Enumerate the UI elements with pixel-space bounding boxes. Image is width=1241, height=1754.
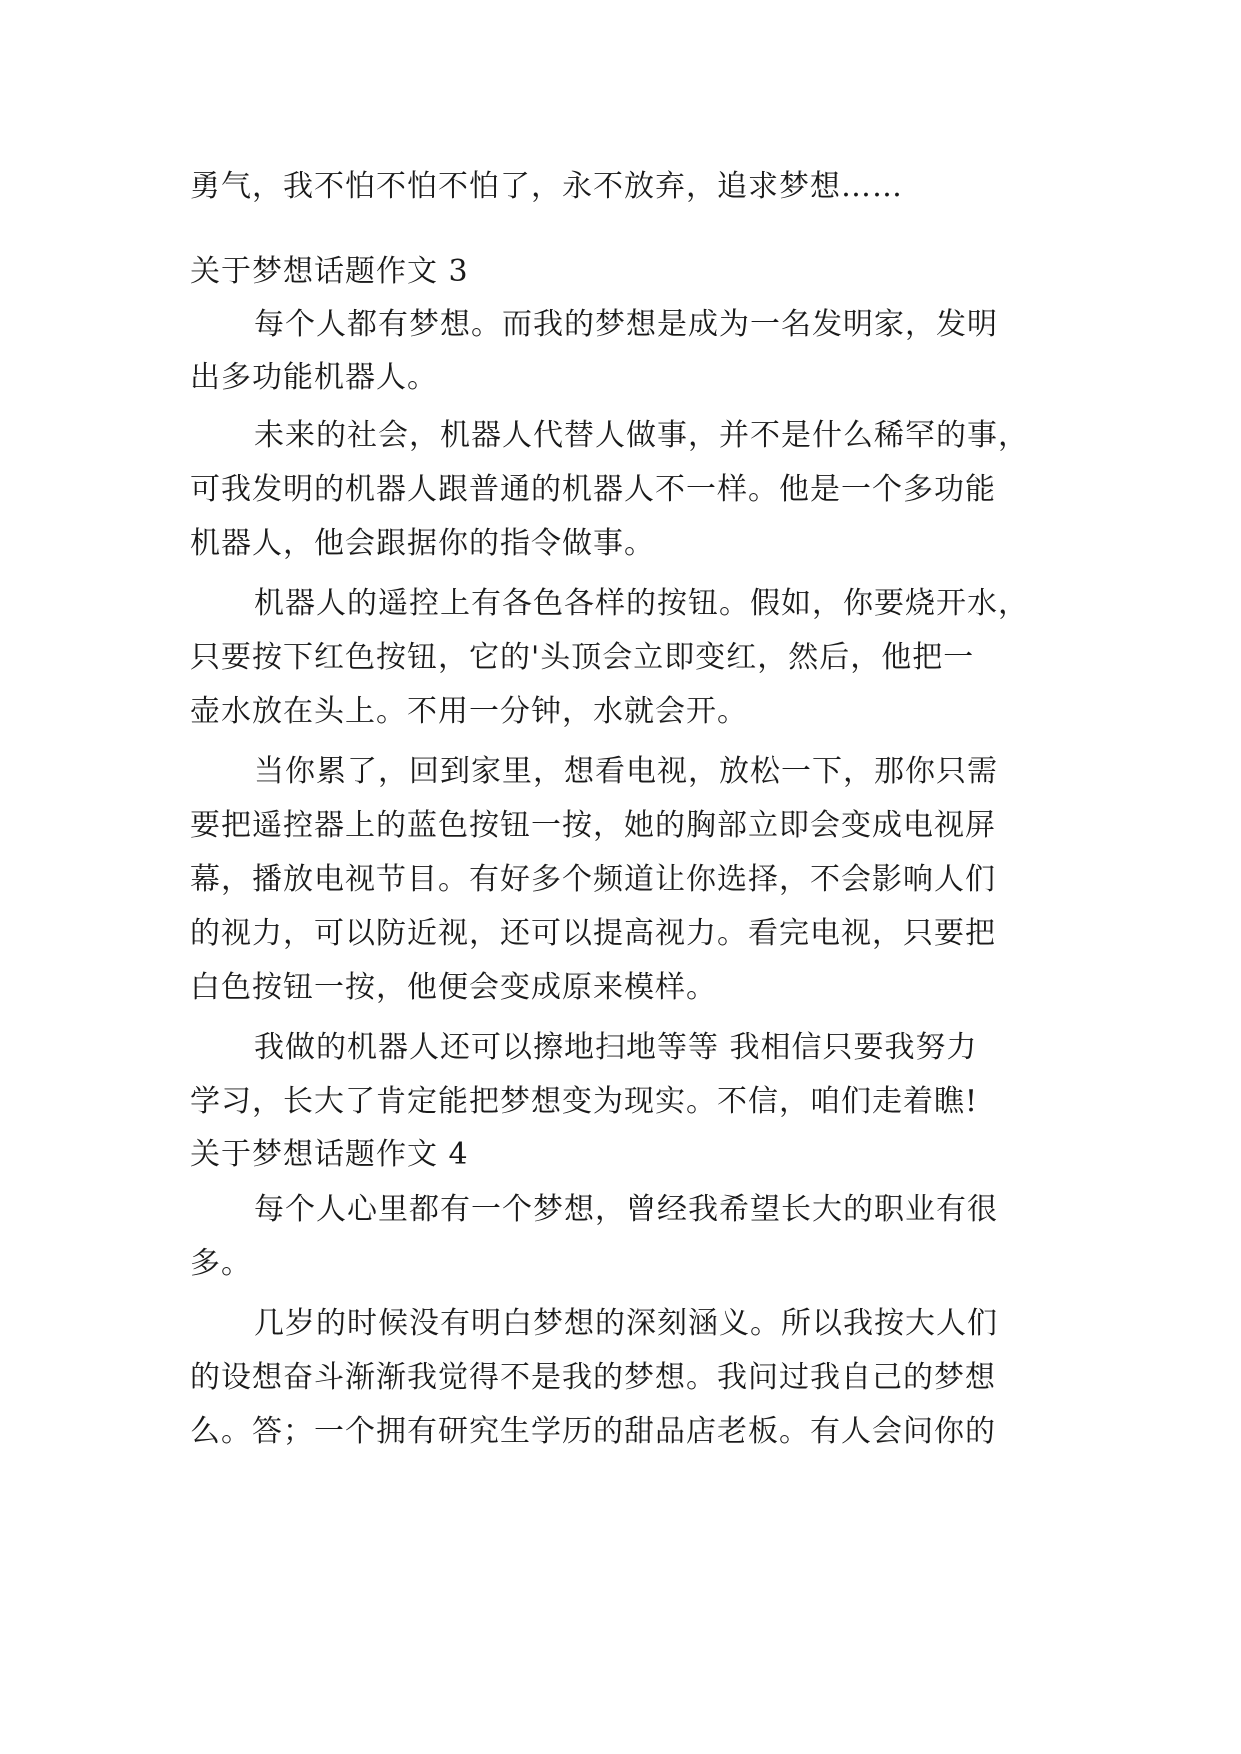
- paragraph-line: 的视力，可以防近视，还可以提高视力。看完电视，只要把: [190, 916, 996, 951]
- paragraph-line: 白色按钮一按，他便会变成原来模样。: [190, 970, 717, 1005]
- paragraph-line: 勇气，我不怕不怕不怕了，永不放弃，追求梦想……: [190, 169, 903, 204]
- paragraph-line: 幕，播放电视节目。有好多个频道让你选择，不会影响人们: [190, 862, 996, 897]
- paragraph-line: 未来的社会，机器人代替人做事，并不是什么稀罕的事，: [254, 418, 1029, 453]
- paragraph-line: 出多功能机器人。: [190, 360, 438, 395]
- paragraph-line: 我做的机器人还可以擦地扫地等等 我相信只要我努力: [254, 1030, 978, 1065]
- paragraph-line: 每个人都有梦想。而我的梦想是成为一名发明家，发明: [254, 307, 998, 342]
- paragraph-line: 要把遥控器上的蓝色按钮一按，她的胸部立即会变成电视屏: [190, 808, 996, 843]
- paragraph-line: 壶水放在头上。不用一分钟，水就会开。: [190, 694, 748, 729]
- paragraph-line: 的设想奋斗渐渐我觉得不是我的梦想。我问过我自己的梦想: [190, 1360, 996, 1395]
- paragraph-line: 每个人心里都有一个梦想，曾经我希望长大的职业有很: [254, 1192, 998, 1227]
- paragraph-line: 机器人的遥控上有各色各样的按钮。假如，你要烧开水，: [254, 586, 1029, 621]
- paragraph-line: 学习，长大了肯定能把梦想变为现实。不信，咱们走着瞧!: [190, 1084, 979, 1119]
- paragraph-line: 多。: [190, 1246, 252, 1281]
- essay-heading: 关于梦想话题作文 4: [190, 1137, 469, 1172]
- essay-heading: 关于梦想话题作文 3: [190, 254, 469, 289]
- paragraph-line: 可我发明的机器人跟普通的机器人不一样。他是一个多功能: [190, 472, 996, 507]
- paragraph-line: 么。答；一个拥有研究生学历的甜品店老板。有人会问你的: [190, 1414, 996, 1449]
- paragraph-line: 只要按下红色按钮，它的'头顶会立即变红，然后，他把一: [190, 640, 975, 675]
- paragraph-line: 当你累了，回到家里，想看电视，放松一下，那你只需: [254, 754, 998, 789]
- paragraph-line: 几岁的时候没有明白梦想的深刻涵义。所以我按大人们: [254, 1306, 998, 1341]
- paragraph-line: 机器人，他会跟据你的指令做事。: [190, 526, 655, 561]
